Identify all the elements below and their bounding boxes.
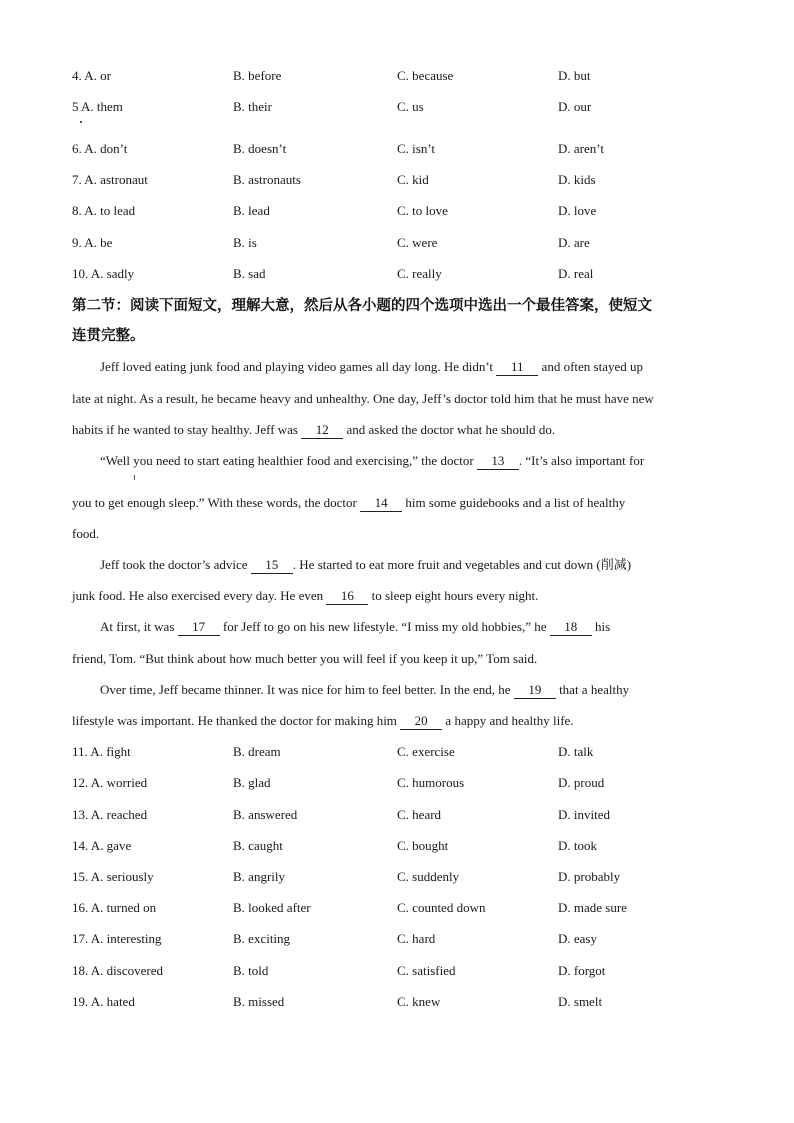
passage-text: you to get enough sleep.” With these words, the doctor bbox=[72, 495, 361, 510]
passage-line bbox=[72, 493, 732, 513]
passage-text: to sleep eight hours every night. bbox=[368, 588, 539, 603]
passage-text: . He started to eat more fruit and vegetables and cut down (削减) bbox=[292, 557, 632, 572]
option-d: D. our bbox=[558, 99, 592, 114]
option-c: C. suddenly bbox=[397, 869, 460, 884]
option-a: 15. A. seriously bbox=[72, 869, 154, 884]
option-b: B. answered bbox=[233, 807, 298, 822]
passage-line bbox=[72, 711, 732, 731]
option-a: 4. A. or bbox=[72, 68, 111, 83]
question-4-options bbox=[72, 66, 732, 86]
option-b: B. angrily bbox=[233, 869, 285, 884]
passage-line bbox=[100, 451, 760, 471]
blank-19: 19 bbox=[514, 682, 556, 699]
passage-text: lifestyle was important. He thanked the doctor for making him bbox=[72, 713, 401, 728]
option-c: C. really bbox=[397, 266, 442, 281]
passage-line bbox=[100, 357, 760, 377]
option-c: C. were bbox=[397, 235, 438, 250]
option-d: D. kids bbox=[558, 172, 596, 187]
option-b: B. caught bbox=[233, 838, 283, 853]
option-d: D. invited bbox=[558, 807, 610, 822]
passage-text: Jeff loved eating junk food and playing video games all day long. He didn’t bbox=[100, 359, 497, 374]
option-d: D. talk bbox=[558, 744, 594, 759]
question-13-options bbox=[72, 805, 732, 825]
question-19-options bbox=[72, 992, 732, 1012]
option-a: 13. A. reached bbox=[72, 807, 148, 822]
stray-mark bbox=[80, 121, 82, 123]
question-7-options bbox=[72, 170, 732, 190]
option-d: D. but bbox=[558, 68, 591, 83]
question-18-options bbox=[72, 961, 732, 981]
option-c: C. counted down bbox=[397, 900, 486, 915]
question-14-options bbox=[72, 836, 732, 856]
option-b: B. before bbox=[233, 68, 282, 83]
option-c: C. us bbox=[397, 99, 424, 114]
option-b: B. dream bbox=[233, 744, 281, 759]
option-a: 7. A. astronaut bbox=[72, 172, 148, 187]
option-b: B. told bbox=[233, 963, 269, 978]
passage-text: Over time, Jeff became thinner. It was nice for him to feel better. In the end, he bbox=[100, 682, 514, 697]
option-c: C. hard bbox=[397, 931, 436, 946]
section-2-heading-line-1: 第二节：阅读下面短文，理解大意，然后从各小题的四个选项中选出一个最佳答案，使短文 bbox=[72, 297, 652, 314]
option-d: D. forgot bbox=[558, 963, 606, 978]
option-c: C. to love bbox=[397, 203, 448, 218]
option-c: C. isn’t bbox=[397, 141, 436, 156]
passage-line: friend, Tom. “But think about how much better you will feel if you keep it up,” Tom said. bbox=[72, 651, 538, 666]
option-b: B. glad bbox=[233, 775, 271, 790]
option-b: B. missed bbox=[233, 994, 285, 1009]
blank-15: 15 bbox=[251, 557, 293, 574]
blank-17: 17 bbox=[178, 619, 220, 636]
blank-14: 14 bbox=[360, 495, 402, 512]
option-c: C. satisfied bbox=[397, 963, 456, 978]
passage-text: a happy and healthy life. bbox=[442, 713, 574, 728]
passage-line bbox=[72, 420, 732, 440]
option-d: D. love bbox=[558, 203, 597, 218]
option-b: B. sad bbox=[233, 266, 266, 281]
option-d: D. are bbox=[558, 235, 590, 250]
question-10-options bbox=[72, 264, 732, 284]
option-a: 9. A. be bbox=[72, 235, 113, 250]
option-d: D. probably bbox=[558, 869, 621, 884]
passage-text: junk food. He also exercised every day. He even bbox=[72, 588, 327, 603]
option-b: B. looked after bbox=[233, 900, 311, 915]
blank-16: 16 bbox=[326, 588, 368, 605]
passage-text: him some guidebooks and a list of healthy bbox=[402, 495, 626, 510]
option-c: C. heard bbox=[397, 807, 442, 822]
section-2-heading-line-2: 连贯完整。 bbox=[72, 327, 145, 344]
passage-text: and often stayed up bbox=[538, 359, 643, 374]
option-b: B. their bbox=[233, 99, 272, 114]
blank-18: 18 bbox=[550, 619, 592, 636]
question-17-options bbox=[72, 929, 732, 949]
passage-text: that a healthy bbox=[555, 682, 630, 697]
option-c: C. humorous bbox=[397, 775, 465, 790]
option-a: 5 A. them bbox=[72, 99, 123, 114]
passage-text: At first, it was bbox=[100, 619, 178, 634]
option-a: 6. A. don’t bbox=[72, 141, 128, 156]
blank-12: 12 bbox=[301, 422, 343, 439]
passage-line: late at night. As a result, he became heavy and unhealthy. One day, Jeff’s doctor told him that he must have new bbox=[72, 391, 654, 406]
option-d: D. proud bbox=[558, 775, 605, 790]
blank-11: 11 bbox=[496, 359, 538, 376]
passage-line: food. bbox=[72, 526, 100, 541]
option-a: 11. A. fight bbox=[72, 744, 131, 759]
option-d: D. made sure bbox=[558, 900, 627, 915]
question-9-options bbox=[72, 233, 732, 253]
option-a: 8. A. to lead bbox=[72, 203, 136, 218]
passage-line bbox=[100, 617, 760, 637]
passage-text: Jeff took the doctor’s advice bbox=[100, 557, 251, 572]
blank-13: 13 bbox=[477, 453, 519, 470]
option-a: 10. A. sadly bbox=[72, 266, 135, 281]
option-a: 17. A. interesting bbox=[72, 931, 162, 946]
option-a: 14. A. gave bbox=[72, 838, 132, 853]
stray-mark bbox=[134, 475, 135, 480]
option-b: B. lead bbox=[233, 203, 270, 218]
option-b: B. exciting bbox=[233, 931, 291, 946]
option-d: D. aren’t bbox=[558, 141, 604, 156]
option-a: 12. A. worried bbox=[72, 775, 148, 790]
question-15-options bbox=[72, 867, 732, 887]
option-a: 16. A. turned on bbox=[72, 900, 157, 915]
option-c: C. kid bbox=[397, 172, 429, 187]
question-11-options bbox=[72, 742, 732, 762]
option-b: B. doesn’t bbox=[233, 141, 287, 156]
option-d: D. easy bbox=[558, 931, 597, 946]
question-16-options bbox=[72, 898, 732, 918]
option-b: B. astronauts bbox=[233, 172, 301, 187]
option-a: 18. A. discovered bbox=[72, 963, 163, 978]
passage-line bbox=[72, 586, 732, 606]
option-d: D. smelt bbox=[558, 994, 603, 1009]
option-c: C. exercise bbox=[397, 744, 455, 759]
passage-text: “Well you need to start eating healthier food and exercising,” the doctor bbox=[100, 453, 477, 468]
passage-text: . “It’s also important for bbox=[518, 453, 645, 468]
option-a: 19. A. hated bbox=[72, 994, 135, 1009]
passage-text: his bbox=[591, 619, 611, 634]
option-d: D. took bbox=[558, 838, 597, 853]
option-c: C. because bbox=[397, 68, 454, 83]
question-12-options bbox=[72, 773, 732, 793]
question-8-options bbox=[72, 201, 732, 221]
passage-text: and asked the doctor what he should do. bbox=[343, 422, 556, 437]
passage-text: for Jeff to go on his new lifestyle. “I miss my old hobbies,” he bbox=[219, 619, 550, 634]
passage-line bbox=[100, 680, 760, 700]
question-6-options bbox=[72, 139, 732, 159]
blank-20: 20 bbox=[400, 713, 442, 730]
option-d: D. real bbox=[558, 266, 594, 281]
option-c: C. bought bbox=[397, 838, 449, 853]
passage-line bbox=[100, 555, 760, 575]
option-c: C. knew bbox=[397, 994, 441, 1009]
question-5-options bbox=[72, 97, 732, 117]
option-b: B. is bbox=[233, 235, 257, 250]
passage-text: habits if he wanted to stay healthy. Jeff was bbox=[72, 422, 302, 437]
